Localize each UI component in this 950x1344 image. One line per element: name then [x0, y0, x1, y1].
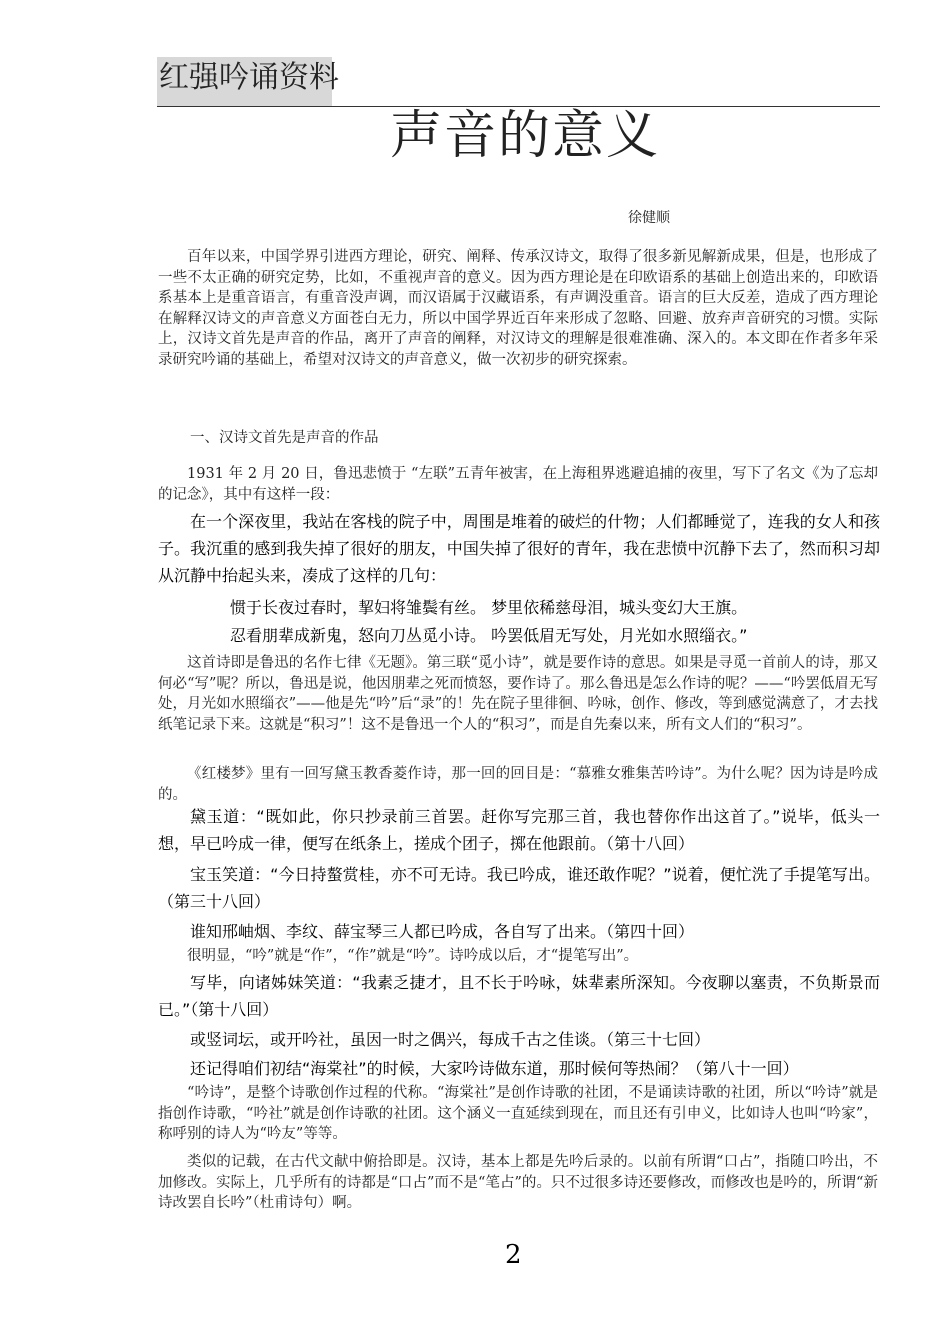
poem-line-1: 惯于长夜过春时，挈妇将雏鬓有丝。 梦里依稀慈母泪，城头变幻大王旗。	[230, 598, 748, 617]
quote-haitang: 还记得咱们初结“海棠社”的时候，大家吟诗做东道，那时候何等热闹？（第八十一回）	[190, 1059, 799, 1078]
intro-paragraph: 百年以来，中国学界引进西方理论，研究、阐释、传承汉诗文，取得了很多新见解新成果，但是，也形成了一些不太正确的研究定势，比如，不重视声音的意义。因为西方理论是在印欧语系的基础上创造出来的，印欧语系基本上是重音语言，有重音没声调，而汉语属于汉藏语系，有声调没重音。语言的巨大反差，造成了西方理论在解释汉诗文的声音意义方面苍白无力，所以中国学界近百年来形成了忽略、回避、放弃声音研究的习惯。实际上，汉诗文首先是声音的作品，离开了声音的阐释，对汉诗文的理解是很难准确、深入的。本文即在作者多年采录研究吟诵的基础上，希望对汉诗文的声音意义，做一次初步的研究探索。	[158, 249, 878, 368]
paragraph-yinshi: “吟诗”，是整个诗歌创作过程的代称。“海棠社”是创作诗歌的社团，不是诵读诗歌的社团，所以“吟诗”就是指创作诗歌，“吟社”就是创作诗歌的社团。这个涵义一直延续到现在，而且还有引申义，比如诗人也叫“吟家”，称呼别的诗人为“吟友”等等。	[158, 1085, 878, 1142]
paragraph-1931: 1931 年 2 月 20 日，鲁迅悲愤于 “左联”五青年被害，在上海租界逃避追捕的夜里，写下了名文《为了忘却的记念》，其中有这样一段：	[158, 466, 878, 503]
paragraph-leisi: 类似的记载，在古代文献中俯拾即是。汉诗，基本上都是先吟后录的。以前有所谓“口占”，指随口吟出，不加修改。实际上，几乎所有的诗都是“口占”而不是“笔占”的。只不过很多诗还要修改，而修改也是吟的，所谓“新诗改罢自长吟”（杜甫诗句）啊。	[158, 1154, 878, 1211]
running-header: 红强吟诵资料	[159, 60, 339, 95]
paragraph-honglou: 《红楼梦》里有一回写黛玉教香菱作诗，那一回的回目是：“慕雅女雅集苦吟诗”。为什么呢？因为诗是吟成的。	[158, 766, 878, 803]
quote-luxun: 在一个深夜里，我站在客栈的院子中，周围是堆着的破烂的什物；人们都睡觉了，连我的女人和孩子。我沉重的感到我失掉了很好的朋友，中国失掉了很好的青年，我在悲愤中沉静下去了，然而积习却从沉静中抬起头来，凑成了这样的几句：	[158, 512, 880, 585]
poem-line-2: 忍看朋辈成新鬼，怒向刀丛觅小诗。 吟罢低眉无写处，月光如水照缁衣。”	[230, 626, 748, 645]
paragraph-obvious: 很明显，“吟”就是“作”，“作”就是“吟”。诗吟成以后，才“提笔写出”。	[187, 948, 639, 964]
section-heading: 一、汉诗文首先是声音的作品	[190, 430, 379, 446]
page-number: 2	[505, 1240, 522, 1270]
quote-huoshu: 或竖词坛，或开吟社，虽因一时之偶兴，每成千古之佳谈。（第三十七回）	[190, 1030, 711, 1049]
author-name: 徐健顺	[628, 210, 670, 226]
quote-xiebi: 写毕，向诸姊妹笑道：“我素乏捷才，且不长于吟咏，妹辈素所深知。今夜聊以塞责，不负斯景而已。”（第十八回）	[158, 973, 880, 1019]
quote-daiyu: 黛玉道：“既如此，你只抄录前三首罢。赶你写完那三首，我也替你作出这首了。”说毕，低头一想，早已吟成一律，便写在纸条上，搓成个团子，掷在他跟前。（第十八回）	[158, 807, 880, 853]
quote-xingxiuyan: 谁知邢岫烟、李纹、薛宝琴三人都已吟成，各自写了出来。（第四十回）	[190, 922, 695, 941]
quote-baoyu: 宝玉笑道：“今日持螯赏桂，亦不可无诗。我已吟成，谁还敢作呢？”说着，便忙洗了手提笔写出。（第三十八回）	[158, 865, 880, 911]
article-title: 声音的意义	[390, 106, 661, 166]
paragraph-wuti: 这首诗即是鲁迅的名作七律《无题》。第三联“觅小诗”，就是要作诗的意思。如果是寻觅一首前人的诗，那又何必“写”呢？所以，鲁迅是说，他因朋辈之死而愤怒，要作诗了。那么鲁迅是怎么作诗的呢？——“吟罢低眉无写处，月光如水照缁衣”——他是先“吟”后“录”的！先在院子里徘徊、吟咏，创作、修改，等到感觉满意了，才去找纸笔记录下来。这就是“积习”！这不是鲁迅一个人的“积习”，而是自先秦以来，所有文人们的“积习”。	[158, 655, 878, 733]
